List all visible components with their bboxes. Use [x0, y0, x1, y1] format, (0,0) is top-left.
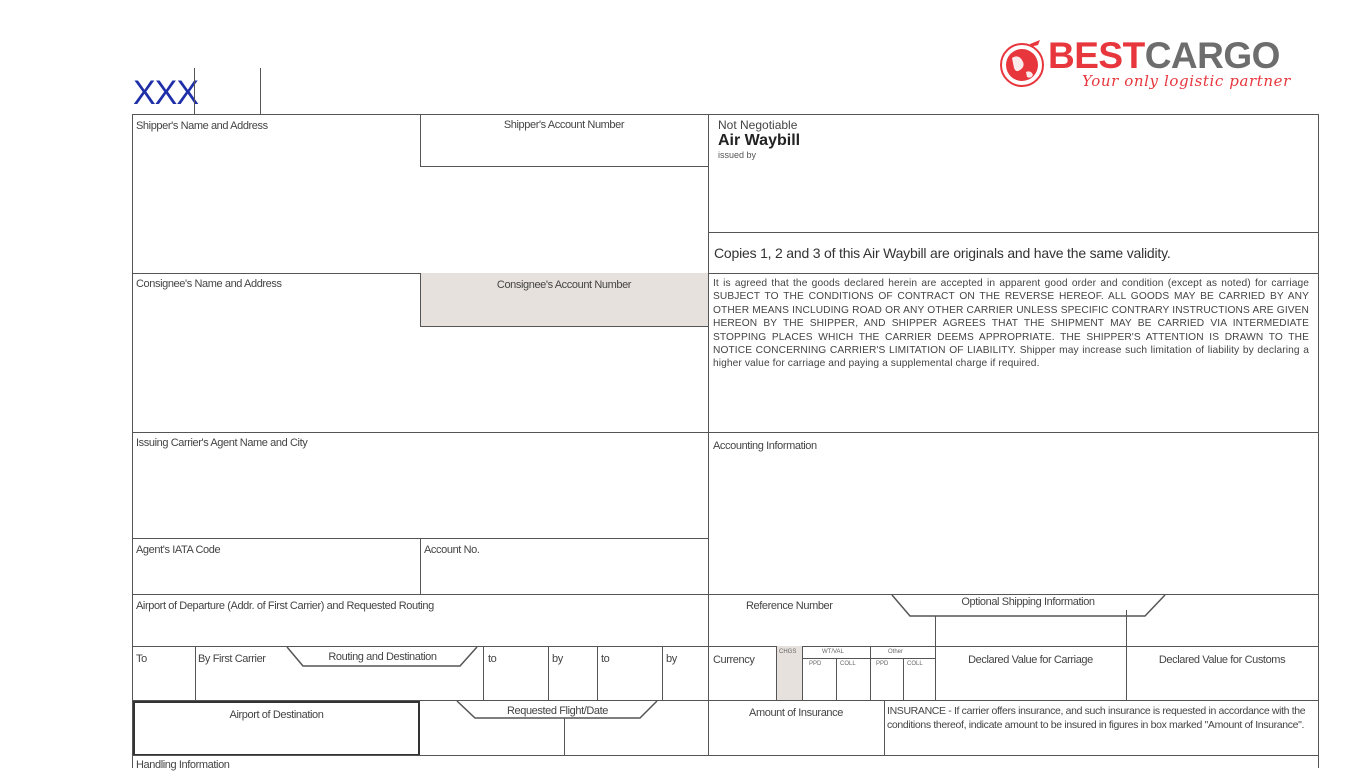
prefix-tick-2 — [260, 68, 261, 114]
currency-label: Currency — [713, 654, 755, 666]
requested-flight-label: Requested Flight/Date — [506, 705, 609, 717]
ppd-2-label: PPD — [876, 661, 889, 667]
shipper-account-field[interactable] — [422, 134, 706, 164]
declared-carriage-field[interactable] — [937, 668, 1124, 698]
to-3-label: to — [601, 653, 610, 665]
consignee-name-label: Consignee's Name and Address — [136, 278, 282, 290]
by-2-label: by — [552, 653, 563, 665]
issuing-agent-label: Issuing Carrier's Agent Name and City — [136, 437, 308, 449]
prefix-tick-1 — [194, 68, 195, 114]
ppd-1-label: PPD — [809, 661, 822, 667]
routing-destination-label: Routing and Destination — [328, 651, 437, 663]
shipper-name-label: Shipper's Name and Address — [136, 120, 268, 132]
reference-number-label: Reference Number — [746, 600, 833, 612]
copies-notice: Copies 1, 2 and 3 of this Air Waybill are originals and have the same validity. — [714, 245, 1171, 261]
logo-brand-cargo: CARGO — [1144, 35, 1280, 76]
other-label: Other — [888, 649, 904, 655]
requested-flight-field-1[interactable] — [422, 720, 562, 753]
account-no-label: Account No. — [424, 544, 480, 556]
airport-departure-label: Airport of Departure (Addr. of First Carrier) and Requested Routing — [136, 600, 434, 612]
issuing-agent-field[interactable] — [134, 452, 706, 536]
accounting-info-label: Accounting Information — [713, 440, 817, 452]
agent-iata-field[interactable] — [134, 558, 418, 592]
chgs-label: CHGS — [779, 649, 797, 655]
consignee-name-field[interactable] — [134, 294, 418, 430]
agent-iata-label: Agent's IATA Code — [136, 544, 221, 556]
to-2-label: to — [488, 653, 497, 665]
airport-departure-field[interactable] — [134, 614, 706, 644]
awb-title-block — [718, 118, 800, 160]
not-negotiable-label: Not Negotiable — [718, 118, 798, 132]
coll-2-label: COLL — [907, 661, 923, 667]
air-waybill-title: Air Waybill — [718, 132, 801, 149]
shipper-account-label: Shipper's Account Number — [503, 119, 625, 131]
insurance-notice-text: INSURANCE - If carrier offers insurance, and such insurance is requested in accordance with the conditions thereof, indicate amount to be insured in figures in box marked "Amount of Insurance". — [887, 705, 1306, 731]
issued-by-label: issued by — [718, 150, 757, 160]
bestcargo-logo — [996, 36, 1326, 92]
amount-insurance-label: Amount of Insurance — [749, 707, 843, 719]
declared-customs-label: Declared Value for Customs — [1158, 654, 1286, 666]
by-first-carrier-label: By First Carrier — [198, 653, 266, 665]
by-3-label: by — [666, 653, 677, 665]
account-no-field[interactable] — [422, 558, 706, 592]
shipper-name-field[interactable] — [134, 136, 418, 271]
optional-shipping-label: Optional Shipping Information — [961, 596, 1095, 608]
handling-info-label: Handling Information — [136, 759, 230, 771]
logo-tagline: Your only logistic partner — [1082, 72, 1291, 90]
consignee-account-label: Consignee's Account Number — [496, 279, 632, 291]
airport-destination-label: Airport of Destination — [229, 709, 324, 721]
declared-customs-field[interactable] — [1128, 668, 1316, 698]
conditions-of-contract-text: It is agreed that the goods declared herein are accepted in apparent good order and condition (except as noted) for carriage SUBJECT TO THE CONDITIONS OF CONTRACT ON THE REVERSE HEREOF. ALL GOODS MAY BE CARRIED BY ANY OTHER MEANS INCLUDING ROAD OR ANY OTHER CARRIER UNLESS SPECIFIC CONTRARY INSTRUCTIONS ARE GIVEN HEREON BY THE SHIPPER, AND SHIPPER AGREES THAT THE SHIPMENT MAY BE CARRIED VIA INTERMEDIATE STOPPING PLACES WHICH THE CARRIER DEEMS APPROPRIATE. THE SHIPPER'S ATTENTION IS DRAWN TO THE NOTICE CONCERNING CARRIER'S LIMITATION OF LIABILITY. Shipper may increase such limitation of liability by declaring a higher value for carriage and paying a supplemental charge if required. — [713, 278, 1309, 370]
amount-insurance-field[interactable] — [710, 722, 882, 753]
wt-val-label: WT/VAL — [822, 649, 844, 655]
globe-plane-icon — [996, 36, 1050, 90]
coll-1-label: COLL — [840, 661, 856, 667]
requested-flight-field-2[interactable] — [566, 720, 706, 753]
to-label: To — [136, 653, 147, 665]
logo-brand-best: BEST — [1048, 35, 1145, 76]
consignee-account-field[interactable] — [422, 294, 706, 324]
awb-prefix[interactable]: XXX — [133, 74, 199, 112]
accounting-info-field[interactable] — [710, 456, 1316, 592]
declared-carriage-label: Declared Value for Carriage — [968, 654, 1093, 666]
